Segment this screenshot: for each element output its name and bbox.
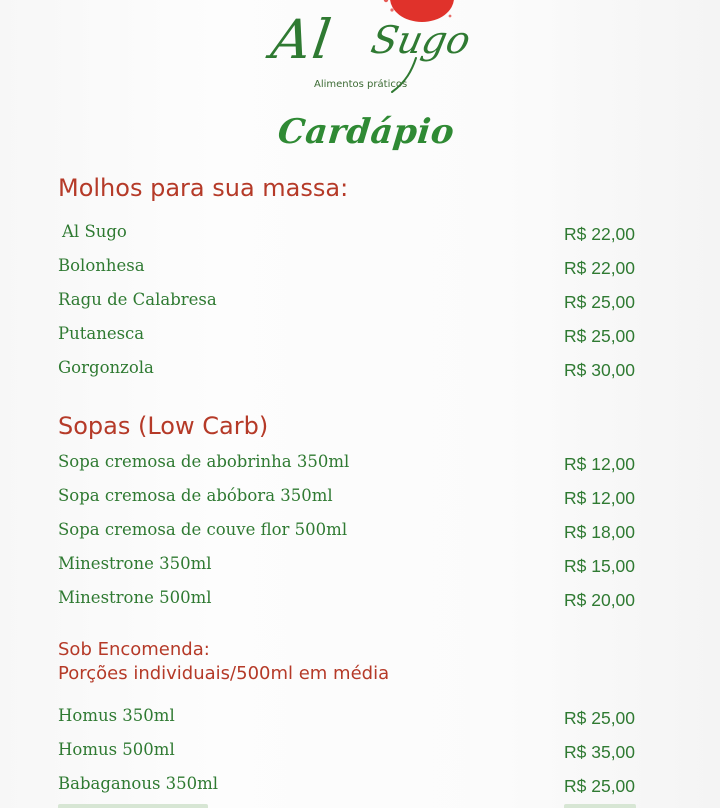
menu-item-name: Minestrone 350ml (58, 554, 212, 573)
menu-item-price: R$ 25,00 (564, 776, 636, 796)
menu-item-price: R$ 12,00 (564, 488, 636, 508)
menu-item-name: Minestrone 500ml (58, 588, 212, 607)
menu-item-name: Bolonhesa (58, 256, 145, 275)
menu-item-price: R$ 20,00 (564, 590, 636, 610)
menu-item-name: Homus 350ml (58, 706, 175, 725)
logo-text-sugo: Sugo (367, 18, 475, 62)
menu-item-name: Babaganous 350ml (58, 774, 219, 793)
section-heading-sopas: Sopas (Low Carb) (58, 412, 269, 440)
logo-tagline: Alimentos práticos (314, 79, 408, 90)
cutoff-price-hint (564, 804, 636, 808)
cutoff-strip (0, 798, 720, 808)
menu-item-name: Al Sugo (62, 222, 127, 241)
section-heading-encomenda: Sob Encomenda: (58, 639, 210, 660)
section-subheading-porcoes: Porções individuais/500ml em média (58, 663, 390, 684)
menu-item-price: R$ 18,00 (564, 522, 636, 542)
menu-item-name: Putanesca (58, 324, 145, 343)
menu-item-name: Sopa cremosa de couve flor 500ml (58, 520, 348, 539)
menu-item-price: R$ 22,00 (564, 258, 636, 278)
logo-swash-icon (386, 56, 426, 96)
menu-item-price: R$ 22,00 (564, 224, 636, 244)
logo-text-al: Al (267, 8, 337, 71)
menu-item-name: Gorgonzola (58, 358, 154, 377)
menu-item-name: Ragu de Calabresa (58, 290, 217, 309)
menu-item-price: R$ 25,00 (564, 292, 636, 312)
page-title: Cardápio (275, 112, 457, 152)
menu-item-price: R$ 30,00 (564, 360, 636, 380)
menu-item-price: R$ 15,00 (564, 556, 636, 576)
menu-item-name: Sopa cremosa de abobrinha 350ml (58, 452, 350, 471)
cutoff-row-hint (58, 804, 208, 808)
section-heading-molhos: Molhos para sua massa: (58, 174, 349, 202)
menu-item-name: Sopa cremosa de abóbora 350ml (58, 486, 333, 505)
menu-item-price: R$ 25,00 (564, 326, 636, 346)
menu-item-name: Homus 500ml (58, 740, 175, 759)
menu-item-price: R$ 25,00 (564, 708, 636, 728)
menu-item-price: R$ 12,00 (564, 454, 636, 474)
menu-item-price: R$ 35,00 (564, 742, 636, 762)
